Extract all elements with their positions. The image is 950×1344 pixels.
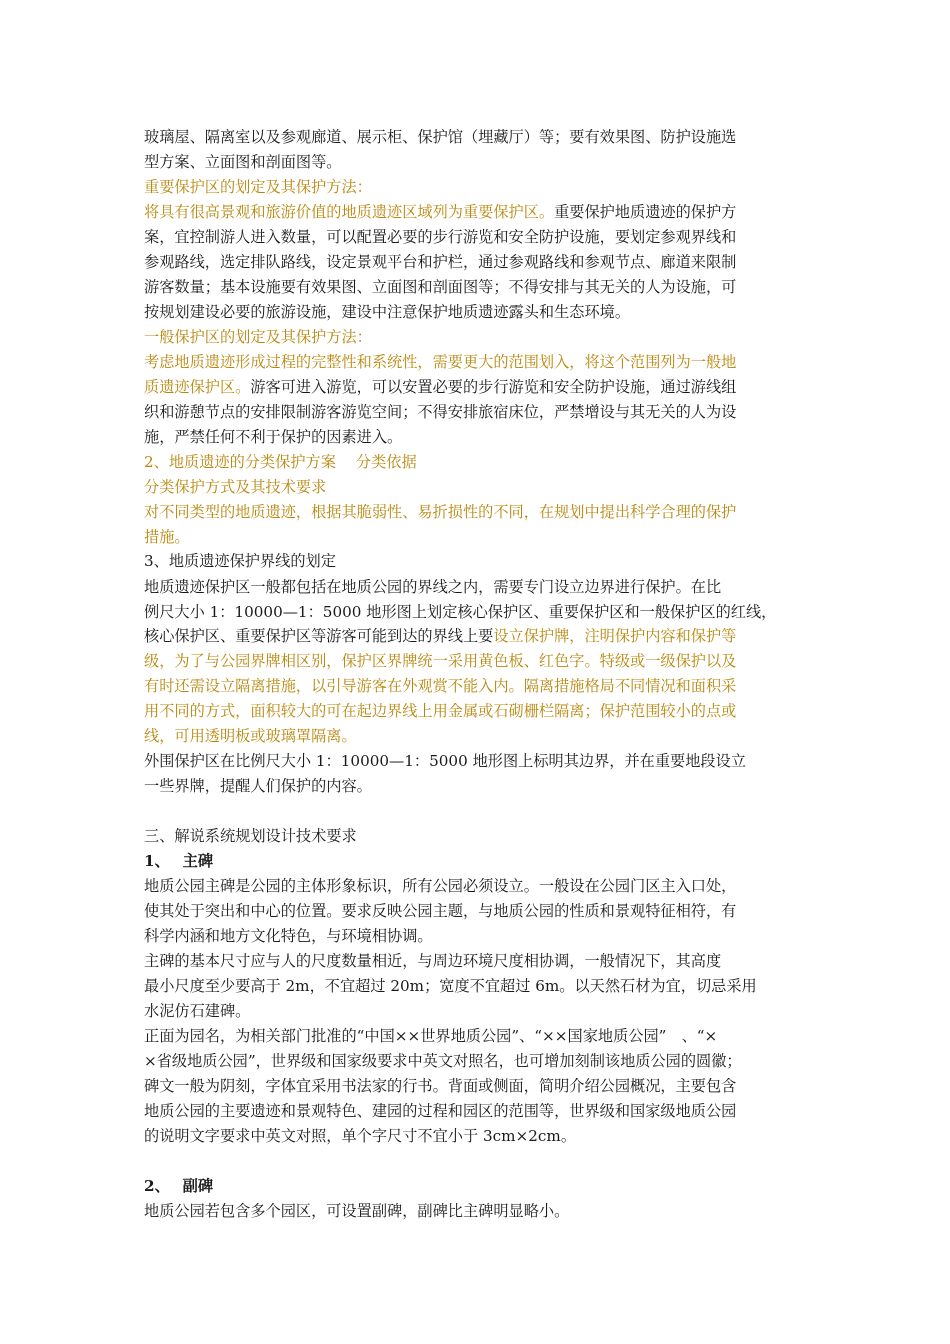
text-span: 游客可进入游览，可以安置必要的步行游览和安全防护设施，通过游线组: [250, 378, 737, 396]
section-heading: 2、地质遗迹的分类保护方案 分类依据: [144, 453, 417, 471]
text-line: 一些界牌，提醒人们保护的内容。: [144, 777, 372, 795]
highlight-line: 对不同类型的地质遗迹，根据其脆弱性、易折损性的不同，在规划中提出科学合理的保护: [144, 503, 737, 521]
text-line: 地质遗迹保护区一般都包括在地质公园的界线之内，需要专门设立边界进行保护。在比: [144, 578, 722, 596]
text-line: ×省级地质公园”，世界级和国家级要求中英文对照名，也可增加刻制该地质公园的圆徽；: [144, 1052, 742, 1070]
section-heading: 分类保护方式及其技术要求: [144, 478, 327, 496]
text-line: 游客数量；基本设施要有效果图、立面图和剖面图等；不得安排与其无关的人为设施，可: [144, 278, 737, 296]
text-line: 织和游憩节点的安排限制游客游览空间；不得安排旅宿床位，严禁增设与其无关的人为设: [144, 403, 737, 421]
text-line: 的说明文字要求中英文对照，单个字尺寸不宜小于 3cm×2cm。: [144, 1127, 577, 1145]
text-line: 案，宜控制游人进入数量，可以配置必要的步行游览和安全防护设施，要划定参观界线和: [144, 228, 737, 246]
text-line: 科学内涵和地方文化特色，与环境相协调。: [144, 927, 433, 945]
text-line: 例尺大小 1：10000—1：5000 地形图上划定核心保护区、重要保护区和一般保护区的红线，: [144, 603, 777, 621]
text-line: 最小尺度至少要高于 2m，不宜超过 20m；宽度不宜超过 6m。以天然石材为宜，切忌采用: [144, 977, 757, 995]
text-span: 核心保护区、重要保护区等游客可能到达的界线上要: [144, 627, 494, 645]
text-line: 型方案、立面图和剖面图等。: [144, 153, 342, 171]
text-line: 地质公园主碑是公园的主体形象标识，所有公园必须设立。一般设在公园门区主入口处，: [144, 877, 737, 895]
text-line: 外围保护区在比例尺大小 1：10000—1：5000 地形图上标明其边界，并在重要地段设立: [144, 752, 746, 770]
text-line: 地质公园若包含多个园区，可设置副碑，副碑比主碑明显略小。: [144, 1202, 570, 1220]
text-line: 使其处于突出和中心的位置。要求反映公园主题，与地质公园的性质和景观特征相符，有: [144, 902, 737, 920]
highlight-line: 用不同的方式，面积较大的可在起边界线上用金属或石砌栅栏隔离；保护范围较小的点或: [144, 702, 737, 720]
text-line: 碑文一般为阴刻，字体宜采用书法家的行书。背面或侧面，简明介绍公园概况，主要包含: [144, 1077, 737, 1095]
text-line: 参观路线，选定排队路线，设定景观平台和护栏，通过参观路线和参观节点、廊道来限制: [144, 253, 737, 271]
text-line: [144, 624, 736, 648]
section-heading: 3、地质遗迹保护界线的划定: [144, 552, 336, 570]
text-line: 玻璃屋、隔离室以及参观廊道、展示柜、保护馆（埋藏厅）等；要有效果图、防护设施选: [144, 128, 737, 146]
subsection-heading: 1、 主碑: [144, 852, 214, 870]
text-line: 正面为园名，为相关部门批准的“中国××世界地质公园”、“××国家地质公园” 、“×: [144, 1027, 718, 1045]
subsection-heading: 2、 副碑: [144, 1177, 214, 1195]
text-line: [144, 200, 736, 224]
text-line: 按规划建设必要的旅游设施，建设中注意保护地质遗迹露头和生态环境。: [144, 303, 630, 321]
text-span: 重要保护地质遗迹的保护方: [554, 203, 737, 221]
highlight-line: 线，可用透明板或玻璃罩隔离。: [144, 727, 357, 745]
highlight-line: 措施。: [144, 528, 190, 546]
highlight-text: 设立保护牌，注明保护内容和保护等: [493, 627, 737, 645]
text-line: 地质公园的主要遗迹和景观特色、建园的过程和园区的范围等，世界级和国家级地质公园: [144, 1102, 737, 1120]
section-heading: 重要保护区的划定及其保护方法：: [144, 178, 372, 196]
text-line: 主碑的基本尺寸应与人的尺度数量相近，与周边环境尺度相协调，一般情况下，其高度: [144, 952, 722, 970]
highlight-text: 质遗迹保护区。: [144, 378, 251, 396]
text-line: 水泥仿石建碑。: [144, 1002, 251, 1020]
text-line: 施，严禁任何不利于保护的因素进入。: [144, 428, 403, 446]
section-heading: 一般保护区的划定及其保护方法：: [144, 328, 372, 346]
highlight-text: 将具有很高景观和旅游价值的地质遗迹区域列为重要保护区。: [144, 203, 555, 221]
highlight-line: 有时还需设立隔离措施，以引导游客在外观赏不能入内。隔离措施格局不同情况和面积采: [144, 677, 737, 695]
highlight-line: 考虑地质遗迹形成过程的完整性和系统性，需要更大的范围划入，将这个范围列为一般地: [144, 353, 737, 371]
highlight-line: 级，为了与公园界牌相区别，保护区界牌统一采用黄色板、红色字。特级或一级保护以及: [144, 652, 737, 670]
text-line: [144, 375, 736, 399]
chapter-heading: 三、解说系统规划设计技术要求: [144, 827, 357, 845]
